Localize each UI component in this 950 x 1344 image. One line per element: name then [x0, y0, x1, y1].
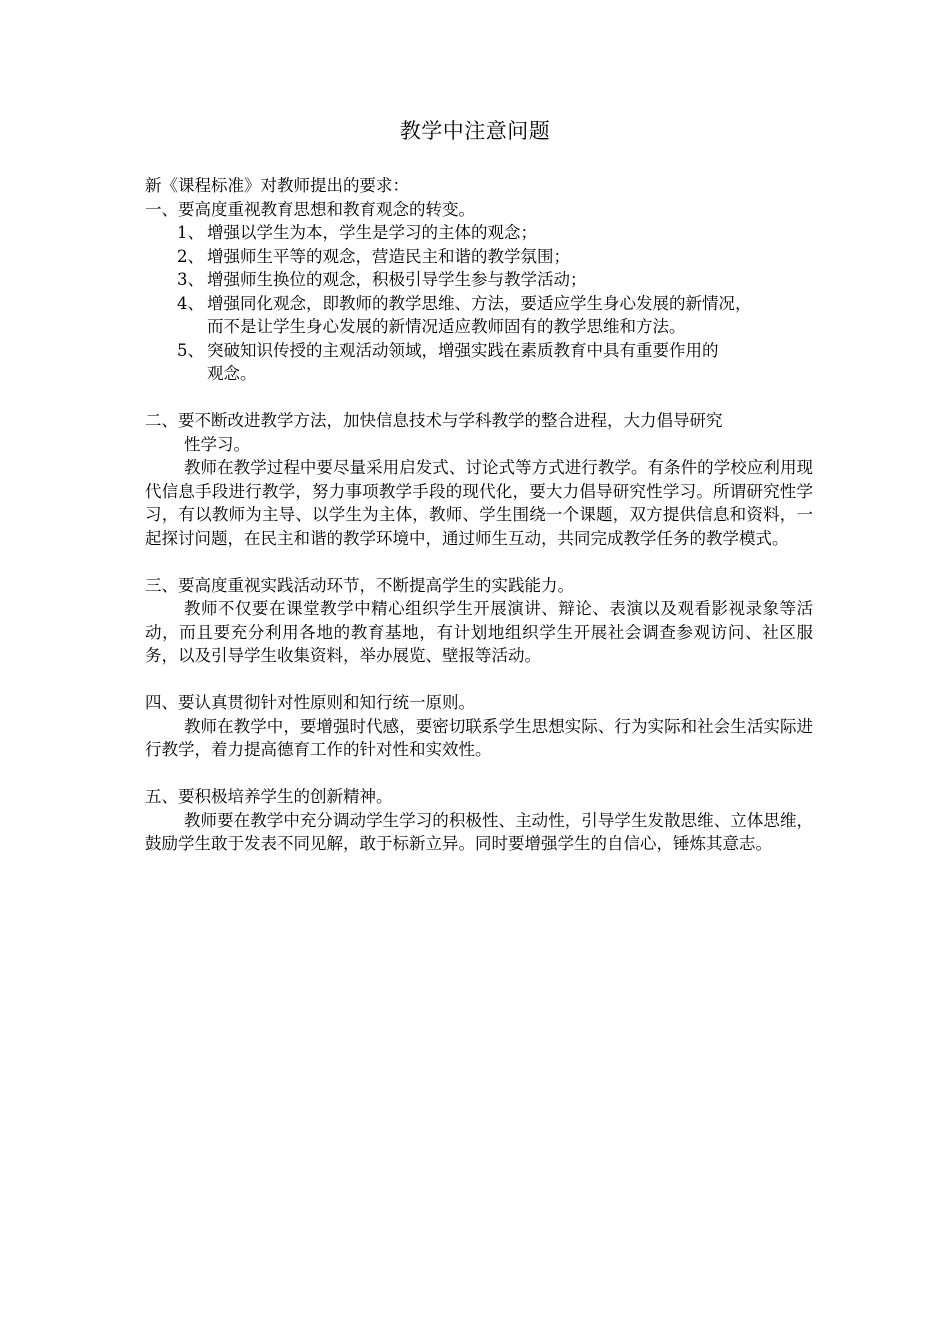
- section-1-item-3: [145, 268, 813, 292]
- item-text: 增强同化观念，即教师的教学思维、方法，要适应学生身心发展的新情况，: [207, 293, 752, 313]
- item-text-continued: 而不是让学生身心发展的新情况适应教师固有的教学思维和方法。: [207, 317, 686, 336]
- item-text: 增强师生平等的观念，营造民主和谐的教学氛围；: [207, 246, 570, 266]
- item-text: 突破知识传授的主观活动领域，增强实践在素质教育中具有重要作用的: [207, 340, 719, 360]
- section-1-item-4: [145, 292, 813, 339]
- intro-line: 新《课程标准》对教师提出的要求：: [145, 176, 409, 195]
- section-3-heading: 三、要高度重视实践活动环节，不断提高学生的实践能力。: [145, 575, 574, 595]
- paragraph-gap: [145, 762, 813, 786]
- page-title: 教学中注意问题: [399, 119, 551, 143]
- section-5-paragraph: 教师要在教学中充分调动学生学习的积极性、主动性，引导学生发散思维、立体思维，鼓励学生敢于发表不同见解，敢于标新立异。同时要增强学生的自信心，锤炼其意志。: [145, 810, 813, 853]
- section-1-item-5: [145, 339, 813, 386]
- item-number: 4、: [177, 293, 204, 313]
- item-text: 增强师生换位的观念，积极引导学生参与教学活动；: [207, 270, 587, 289]
- item-number: 3、: [177, 270, 204, 289]
- paragraph-gap: [145, 386, 813, 410]
- section-2-heading-continued: 性学习。: [184, 434, 250, 454]
- section-4-heading: 四、要认真贯彻针对性原则和知行统一原则。: [145, 693, 475, 712]
- section-5-heading: 五、要积极培养学生的创新精神。: [145, 787, 393, 806]
- item-number: 1、: [177, 223, 204, 242]
- paragraph-gap: [145, 668, 813, 692]
- section-1-item-1: [145, 221, 813, 245]
- section-4-paragraph: 教师在教学中，要增强时代感，要密切联系学生思想实际、行为实际和社会生活实际进行教学，着力提高德育工作的针对性和实效性。: [145, 716, 813, 759]
- section-1-heading: 一、要高度重视教育思想和教育观念的转变。: [145, 199, 475, 219]
- section-1-item-2: [145, 245, 813, 269]
- section-3-paragraph: 教师不仅要在课堂教学中精心组织学生开展演讲、辩论、表演以及观看影视录象等活动，而且要充分利用各地的教育基地，有计划地组织学生开展社会调查参观访问、社区服务，以及引导学生收集资料，举办展览、壁报等活动。: [145, 599, 813, 665]
- section-2-paragraph: 教师在教学过程中要尽量采用启发式、讨论式等方式进行教学。有条件的学校应利用现代信息手段进行教学，努力事项教学手段的现代化，要大力倡导研究性学习。所谓研究性学习，有以教师为主导、以学生为主体，教师、学生围绕一个课题，双方提供信息和资料，一起探讨问题，在民主和谐的教学环境中，通过师生互动，共同完成教学任务的教学模式。: [145, 458, 813, 548]
- paragraph-gap: [145, 550, 813, 574]
- document-body: [145, 174, 813, 856]
- item-text-continued: 观念。: [207, 364, 257, 383]
- item-number: 5、: [177, 340, 204, 360]
- item-text: 增强以学生为本，学生是学习的主体的观念；: [207, 223, 537, 242]
- section-2-heading: 二、要不断改进教学方法，加快信息技术与学科教学的整合进程，大力倡导研究: [145, 411, 723, 430]
- item-number: 2、: [177, 246, 204, 266]
